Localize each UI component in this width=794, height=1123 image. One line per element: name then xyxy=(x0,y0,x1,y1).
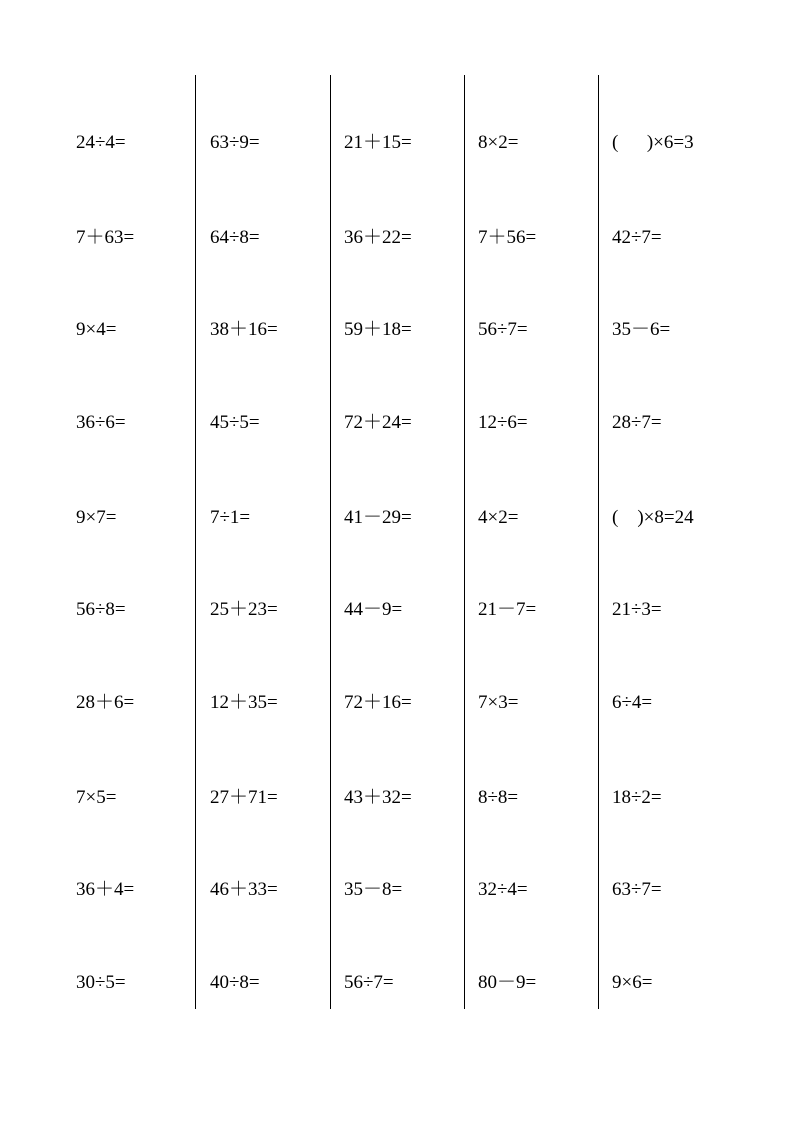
problem-c4-r4: 12÷6= xyxy=(478,412,528,433)
problem-c5-r9: 63÷7= xyxy=(612,879,662,900)
problem-c5-r7: 6÷4= xyxy=(612,692,653,713)
problem-c3-r4: 72＋24= xyxy=(344,412,412,433)
problem-c2-r9: 46＋33= xyxy=(210,879,278,900)
problem-c4-r5: 4×2= xyxy=(478,507,519,528)
problem-c4-r8: 8÷8= xyxy=(478,787,519,808)
problem-c4-r9: 32÷4= xyxy=(478,879,528,900)
problem-c5-r5: ( )×8=24 xyxy=(612,507,694,528)
problem-c2-r4: 45÷5= xyxy=(210,412,260,433)
problem-c4-r2: 7＋56= xyxy=(478,227,537,248)
problem-c5-r4: 28÷7= xyxy=(612,412,662,433)
problem-c4-r6: 21－7= xyxy=(478,599,537,620)
column-divider-4 xyxy=(598,75,599,1009)
problem-c2-r6: 25＋23= xyxy=(210,599,278,620)
problem-c4-r3: 56÷7= xyxy=(478,319,528,340)
column-divider-2 xyxy=(330,75,331,1009)
problem-c1-r4: 36÷6= xyxy=(76,412,126,433)
column-divider-3 xyxy=(464,75,465,1009)
problem-c3-r8: 43＋32= xyxy=(344,787,412,808)
problem-c1-r3: 9×4= xyxy=(76,319,117,340)
problem-c1-r8: 7×5= xyxy=(76,787,117,808)
problem-c5-r3: 35－6= xyxy=(612,319,671,340)
problem-c3-r6: 44－9= xyxy=(344,599,403,620)
problem-c4-r1: 8×2= xyxy=(478,132,519,153)
problem-c5-r8: 18÷2= xyxy=(612,787,662,808)
problem-c3-r7: 72＋16= xyxy=(344,692,412,713)
problem-c2-r7: 12＋35= xyxy=(210,692,278,713)
problem-c3-r2: 36＋22= xyxy=(344,227,412,248)
problem-c1-r10: 30÷5= xyxy=(76,972,126,993)
problem-c2-r3: 38＋16= xyxy=(210,319,278,340)
problem-c1-r1: 24÷4= xyxy=(76,132,126,153)
problem-c5-r6: 21÷3= xyxy=(612,599,662,620)
problem-c2-r5: 7÷1= xyxy=(210,507,251,528)
problem-c2-r8: 27＋71= xyxy=(210,787,278,808)
problem-c1-r5: 9×7= xyxy=(76,507,117,528)
problem-c1-r9: 36＋4= xyxy=(76,879,135,900)
problem-c1-r6: 56÷8= xyxy=(76,599,126,620)
problem-c3-r9: 35－8= xyxy=(344,879,403,900)
problem-c4-r10: 80－9= xyxy=(478,972,537,993)
problem-c4-r7: 7×3= xyxy=(478,692,519,713)
problem-c5-r2: 42÷7= xyxy=(612,227,662,248)
problem-c5-r10: 9×6= xyxy=(612,972,653,993)
problem-c5-r1: ( )×6=3 xyxy=(612,132,694,153)
problem-c1-r2: 7＋63= xyxy=(76,227,135,248)
problem-c1-r7: 28＋6= xyxy=(76,692,135,713)
problem-c3-r5: 41－29= xyxy=(344,507,412,528)
problem-c3-r3: 59＋18= xyxy=(344,319,412,340)
problem-c2-r10: 40÷8= xyxy=(210,972,260,993)
column-divider-1 xyxy=(195,75,196,1009)
problem-c2-r2: 64÷8= xyxy=(210,227,260,248)
problem-c3-r10: 56÷7= xyxy=(344,972,394,993)
problem-c3-r1: 21＋15= xyxy=(344,132,412,153)
problem-c2-r1: 63÷9= xyxy=(210,132,260,153)
